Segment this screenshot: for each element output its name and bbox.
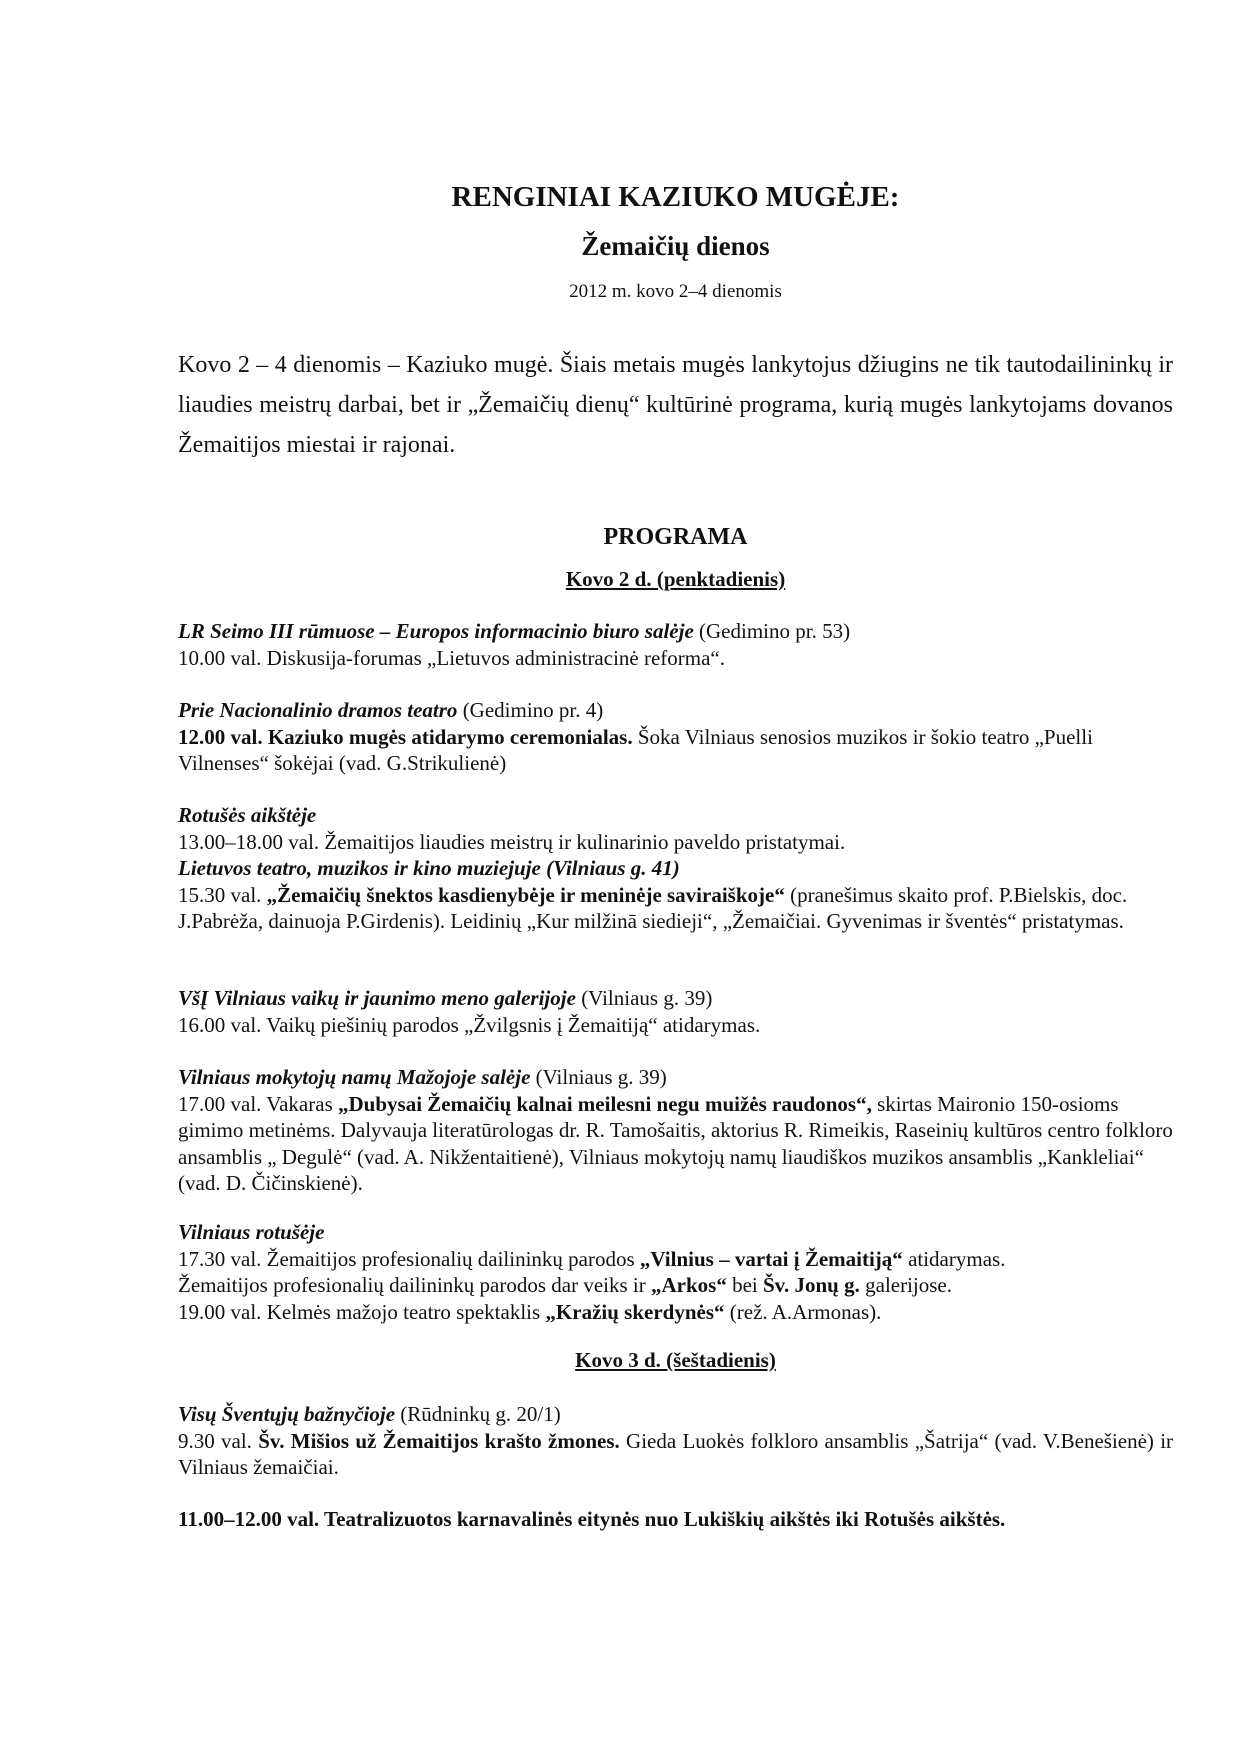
event-location-line (178, 1064, 1173, 1091)
event-text (178, 1299, 1173, 1326)
event-description: Gieda Luokės folkloro ansamblis „Šatrija“ (vad. V.Benešienė) ir Vilniaus žemaičiai. (178, 1428, 1174, 1479)
event-seimas (178, 618, 1173, 671)
event-location: VšĮ Vilniaus vaikų ir jaunimo meno galerijoje (178, 986, 576, 1010)
event-text-part: Žemaitijos profesionalių dailininkų parodos dar veiks ir (178, 1273, 651, 1297)
event-visu-sventuju (178, 1401, 1173, 1481)
event-text-part: (rež. A.Armonas). (724, 1299, 882, 1324)
gallery-name: Šv. Jonų g. (762, 1273, 860, 1297)
event-title: „Dubysai Žemaičių kalnai meilesni negu muižės raudonos“, (338, 1091, 872, 1116)
event-title: „Kražių skerdynės“ (545, 1299, 725, 1324)
event-title: 12.00 val. Kaziuko mugės atidarymo ceremonialas. (178, 724, 633, 749)
event-title: Šv. Mišios už Žemaitijos krašto žmones. (258, 1428, 620, 1453)
event-location-line (178, 618, 1173, 645)
event-text (178, 1091, 1173, 1197)
program-heading: PROGRAMA (603, 524, 748, 550)
event-meno-galerija (178, 985, 1173, 1038)
event-location: LR Seimo III rūmuose – Europos informacinio biuro salėje (178, 619, 694, 643)
event-dramos-teatras (178, 697, 1173, 777)
event-text: 11.00–12.00 val. Teatralizuotos karnavalinės eitynės nuo Lukiškių aikštės iki Rotušės aikštės. (178, 1507, 1006, 1531)
event-location: Visų Šventųjų bažnyčioje (178, 1402, 396, 1426)
document-date: 2012 m. kovo 2–4 dienomis (569, 281, 782, 302)
event-location: Vilniaus rotušėje (178, 1220, 325, 1244)
event-time: 9.30 val. (178, 1428, 259, 1453)
document-title: RENGINIAI KAZIUKO MUGĖJE: (451, 181, 900, 213)
event-location: Prie Nacionalinio dramos teatro (178, 698, 458, 722)
event-text (178, 1246, 1173, 1273)
event-description: skirtas Maironio 150-osioms gimimo metinėms. Dalyvauja literatūrologas dr. R. Tamošaitis, aktorius R. Rimeikis, Raseinių kultūros centro folkloro ansamblis „ Degulė“ (vad. A. Nikžentaitienė), Vilniaus mokytojų namų liaudiškos muzikos ansamblis „Kankleliai“ (vad. D. Čičinskienė). (178, 1091, 1173, 1195)
event-description: Šoka Vilniaus senosios muzikos ir šokio teatro „Puelli Vilnenses“ šokėjai (vad. G.Strikulienė) (178, 724, 1093, 775)
document-subtitle: Žemaičių dienos (581, 231, 770, 261)
event-text: 10.00 val. Diskusija-forumas „Lietuvos administracinė reforma“. (178, 645, 726, 670)
event-location-line (178, 1401, 1173, 1428)
event-location-line (178, 985, 1173, 1012)
event-text-part: 19.00 val. Kelmės mažojo teatro spektaklis (178, 1299, 546, 1324)
event-text: 13.00–18.00 val. Žemaitijos liaudies meistrų ir kulinarinio paveldo pristatymai. (178, 829, 846, 854)
event-text-part: galerijose. (859, 1273, 953, 1297)
event-mokytoju-namai (178, 1064, 1173, 1197)
event-text (178, 724, 1173, 777)
event-text (178, 1272, 1173, 1299)
event-title: „Vilnius – vartai į Žemaitiją“ (639, 1246, 903, 1271)
event-location: Vilniaus mokytojų namų Mažojoje salėje (178, 1065, 531, 1089)
event-address: (Gedimino pr. 4) (457, 698, 604, 722)
event-vilniaus-rotuse (178, 1219, 1173, 1325)
event-text-part: 17.30 val. Žemaitijos profesionalių dailininkų parodos (178, 1246, 640, 1271)
event-location-line (178, 697, 1173, 724)
event-location: Lietuvos teatro, muzikos ir kino muziejuje (Vilniaus g. 41) (178, 856, 680, 880)
event-text: 16.00 val. Vaikų piešinių parodos „Žvilgsnis į Žemaitiją“ atidarymas. (178, 1012, 761, 1037)
event-text (178, 1428, 1173, 1481)
event-text-part: bei (726, 1273, 763, 1297)
gallery-name: „Arkos“ (650, 1273, 727, 1297)
event-text (178, 882, 1173, 935)
event-description: (pranešimus skaito prof. P.Bielskis, doc. J.Pabrėža, dainuoja P.Girdenis). Leidinių „Kur milžinā siedieji“, „Žemaičiai. Gyvenimas ir šventės“ pristatymas. (178, 882, 1128, 933)
event-location: Rotušės aikštėje (178, 803, 317, 827)
event-time: 17.00 val. Vakaras (178, 1091, 338, 1116)
event-rotuses-aikste (178, 802, 1173, 935)
event-address: (Vilniaus g. 39) (575, 986, 713, 1010)
event-address: (Rūdninkų g. 20/1) (395, 1402, 561, 1426)
event-eitynes (178, 1506, 1173, 1533)
intro-paragraph: Kovo 2 – 4 dienomis – Kaziuko mugė. Šiais metais mugės lankytojus džiugins ne tik tautodailininkų ir liaudies meistrų darbai, bet ir „Žemaičių dienų“ kultūrinė programa, kurią mugės lankytojams dovanos Žemaitijos miestai ir rajonai. (178, 352, 1173, 458)
event-address: (Gedimino pr. 53) (693, 619, 851, 643)
event-text-part: atidarymas. (902, 1246, 1006, 1271)
event-time: 15.30 val. (178, 882, 267, 907)
event-title: „Žemaičių šnektos kasdienybėje ir meninėje saviraiškoje“ (266, 882, 785, 907)
day-heading-kovo-3: Kovo 3 d. (šeštadienis) (575, 1348, 776, 1372)
day-heading-kovo-2: Kovo 2 d. (penktadienis) (565, 567, 786, 591)
event-address: (Vilniaus g. 39) (530, 1065, 667, 1089)
